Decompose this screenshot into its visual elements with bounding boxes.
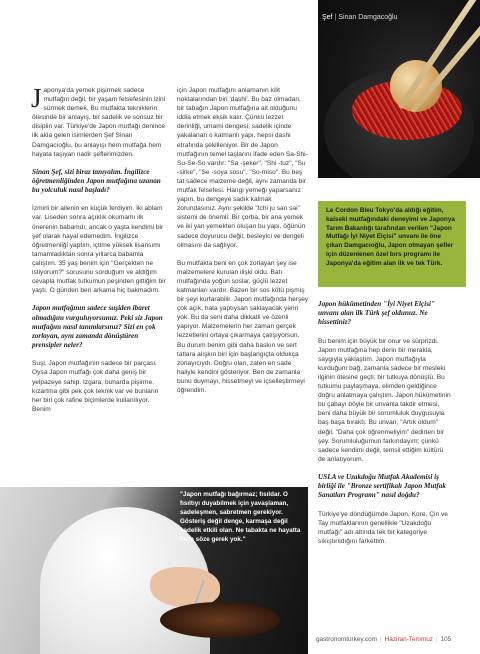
footer-site: gastronomturkey.com: [316, 636, 377, 643]
highlight-text: Le Cordon Bleu Tokyo'da aldığı eğitim, kaiseki mutfağındaki deneyimi ve Japonya Tarım Bakanlığı tarafından verilen "Japon Mutfağı İyi Niyet Elçisi" unvanı ile öne çıkan Damgacıoğlu, Japon olmayan şefler için düzenlenen özel bırs programı ile Japonya'da eğitim alan ilk ve tek Türk.: [326, 207, 455, 267]
question-heading: Japon mutfağının sadece suşiden ibaret olmadığını vurguluyorsunuz. Peki siz Japon mutfağını nasıl tanımlarsınız? Sizi en çok zorlayan, aynı zamanda dönüştüren prensipler neler?: [32, 304, 163, 350]
answer-paragraph: Suşi, Japon mutfağının sadece bir parçası. Oysa Japon mutfağı çok daha geniş bir yelpazeye sahip. Izgara, buharda pişirme, kızartma gibi pek çok teknik var ve bunların her biri çok rafine biçimlerde kullanılıyor. Benim: [32, 360, 159, 413]
column-2: [177, 86, 309, 404]
column-3: [318, 300, 451, 555]
chef-hand: [150, 567, 220, 607]
footer-separator: |: [379, 636, 382, 643]
pull-quote: "Japon mutfağı bağırmaz; fısıldar. O fısıltıyı duyabilmek için yavaşlaman, sadeleşmen, sabretmen gerekiyor. Gösteriş değil denge, karmaşa değil sadelik etkili olan. Ne tabakta ne hayatta fazla söze gerek yok.": [180, 491, 301, 543]
answer-paragraph: Bu benim için büyük bir onur ve sürprizdi. Japon mutfağına hep derin bir merakla, saygıyla yaklaştım. Japon mutfağıyla kurduğum bağ, zamanla sadece bir mesleki ilginin ötesine geçti; bir tutkuya dönüştü. Bu tutkumu paylaşmaya, elimden geldiğince doğru anlatmaya çalıştım. Japon hükümetinin bu çabayı böyle bir unvanla takdir etmesi, beni daha büyük bir sorumluluk duygusuyla baş başa bıraktı. Bu unvan, "Artık oldum" değil, "Daha çok öğrenmeliyim" dedirten bir şey. Sorumluluğumun farkındayım; çünkü sadece kendimi değil, temsil ettiğim kültürü de anlatıyorum.: [318, 337, 451, 463]
page-footer: [316, 636, 451, 643]
question-heading: Japon hükümetinden "İyi Niyet Elçisi" unvanı alan ilk Türk şef oldunuz. Ne hissettiniz?: [318, 300, 436, 327]
question-heading: USLA ve Uzakdoğu Mutfak Akademisi iş birliği ile "Bronze sertifikalı Japon Mutfak Sanatları Programı" nasıl doğdu?: [318, 472, 446, 500]
body-paragraph: için Japon mutfağını anlamanın kilit noktalarından biri 'dashi'. Bu baz olmadan, bir tabağın Japon mutfağına ait olduğunu iddia etmek eksik kalır. Çünkü lezzet derinliği, umami dengesi, sadelik içinde yakalanan o katmanlı yapı, hepsi dashi etrafında şekilleniyor. Bir de Japon mutfağının temel taşlarını ifade eden Sa-Shi-Su-Se-So vardır: "Sa -şeker", "Shi -tuz", "Su -sirke", "Se -soya sosu", "So-miso". Bu beş tat sadece malzeme değil, aynı zamanda bir mutfak felsefesi. Hangi yemeği yaparsanız yapın, bu dengeye sadık kalmak zorundasınız. Aynı şekilde "Ichi ju san sai" sistemi de önemli: Bir çorba, bir ana yemek ve iki yan yemekten oluşan bu yapı, öğünün sadece doyurucu değil, besleyici ve dengeli olmasını da sağlıyor.: [177, 87, 308, 249]
footer-issue: Haziran-Temmuz: [384, 636, 433, 643]
footer-separator: |: [435, 636, 438, 643]
column-1: [31, 83, 167, 423]
chopsticks-food-photo: [318, 0, 480, 178]
intro-text: aponya'da yemek pişirmek sadece mutfağın değil, bir yaşam felsefesinin izini sürmek demek. Bu mutfakta tekniklerin ötesinde bir anlayış, bir sadelik ve sonsuz bir disiplin var. Türkiye'de Japon mutfağı denince ilk akla gelen isimlerden Şef Sinan Damgacıoğlu, bu anlayışı hem mutfağa hem hayata taşıyan nadir şeflerimizden.: [32, 87, 166, 158]
highlight-box: [318, 201, 466, 287]
photo-credit: [322, 14, 398, 21]
answer-paragraph: İzmirli bir ailenin en küçük ferdiyim. İki ablam var. Liseden sonra açıklık okumamı ilk önerenin babamdı; ancak o yaşta kendimi bir şef olarak hayal edemedim. İngilizce öğretmenliği yaptım, içtime yüksek lisansımı tamamladıktan sonra yıllarca babamla çalıştım. 35 yaş benim için "Gerçekten ne istiyorum?" sorusunu sorduğum ve aldığım cevapla mutfak tutkumun peşinden gittiğim bir yaştı. O günden beri arkama hiç bakmadım.: [32, 205, 166, 295]
question-heading: Sinan Şef, sizi biraz tanıyalım. İngilizce öğretmenliğinden Japon mutfağına uzanan bu yolculuk nasıl başladı?: [32, 167, 161, 195]
body-paragraph: Bu mutfakta beni en çok zorlayan şey ise malzemelere kurulan ilişki oldu. Batı mutfağında yoğun soslar, güçlü lezzet katmanları vardır. Bazen bir sos kötü pişmiş bir şeyi kurtarabilir. Japon mutfağında herşey çok açık, hata yaptıysan saklayacak yerin yok. Bu da seni daha dikkatli ve özenli yapıyor. Malzemelerin her zaman gerçek lezzetlerini ortaya çıkarmaya çalışıyorsun. Bu durum benim gibi daha baskın ve sert tatlara alışkın biri için başlangıçta oldukça zorlayıcıydı. Doğru olan, zaten en sade haliyle kendini gösteriyor. Ben de zamanla bunu duymayı, hissetmeyi ve içselleştirmeyi öğrendim.: [177, 259, 309, 394]
drop-cap: J: [31, 83, 42, 113]
photo-credit-separator: |: [334, 14, 337, 21]
photo-credit-chef: Şef: [322, 14, 333, 21]
photo-credit-name: Sinan Damgacoğlu: [338, 14, 398, 21]
page-number: 105: [440, 636, 452, 643]
dish: [160, 602, 280, 638]
answer-paragraph: Türkiye'ye döndüğümde Japon, Kore, Çin ve Tay mutfaklarının genellikle "Uzakdoğu mutfağı" adı altında tek bir kategoriye sıkıştırıldığını farkettim.: [318, 510, 448, 545]
intro-paragraph: [31, 83, 167, 159]
